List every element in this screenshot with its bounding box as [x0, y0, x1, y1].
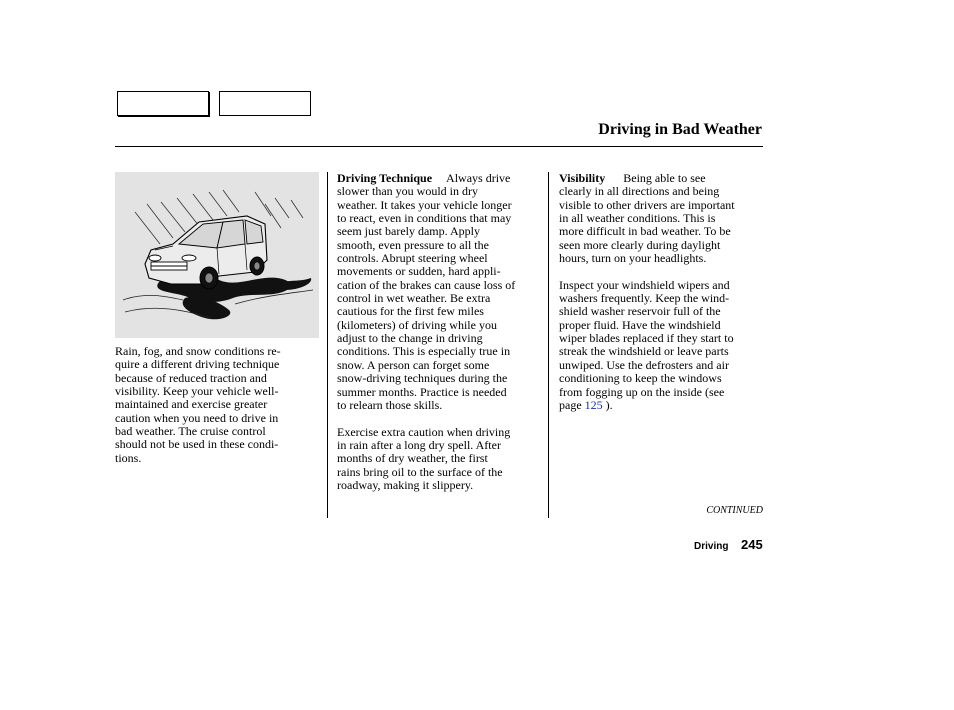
intro-line: Rain, fog, and snow conditions re-: [115, 344, 281, 358]
intro-line: caution when you need to drive in: [115, 410, 279, 425]
car-in-rain-illustration: [115, 172, 319, 338]
visibility-line: from fogging up on the inside (see: [559, 384, 725, 399]
visibility-line: Inspect your windshield wipers and: [559, 277, 730, 292]
column-divider: [327, 172, 328, 518]
page-125-link[interactable]: 125: [584, 397, 603, 412]
intro-line: maintained and exercise greater: [115, 397, 268, 412]
car-rain-drawing: [115, 172, 319, 338]
technique-line: smooth, even pressure to all the: [337, 237, 489, 252]
technique-line: slower than you would in dry: [337, 184, 478, 199]
technique-line: summer months. Practice is needed: [337, 384, 507, 399]
technique-line: in rain after a long dry spell. After: [337, 437, 501, 452]
technique-line: Exercise extra caution when driving: [337, 424, 511, 439]
visibility-line: unwiped. Use the defrosters and air: [559, 357, 729, 372]
visibility-page-prefix: page: [559, 397, 582, 412]
technique-line: movements or sudden, hard appli-: [337, 264, 501, 279]
technique-line: to relearn those skills.: [337, 397, 443, 412]
technique-line: roadway, making it slippery.: [337, 477, 474, 492]
intro-line: visibility. Keep your vehicle well-: [115, 384, 279, 399]
continued-label: CONTINUED: [706, 505, 763, 516]
nav-button-2[interactable]: [219, 91, 311, 116]
visibility-line: wiper blades replaced if they start to: [559, 331, 734, 346]
technique-line: conditions. This is especially true in: [337, 344, 511, 359]
technique-line: control in wet weather. Be extra: [337, 291, 491, 306]
technique-line: controls. Abrupt steering wheel: [337, 251, 488, 266]
page-title: Driving in Bad Weather: [598, 121, 762, 138]
title-rule: [115, 146, 763, 147]
technique-line: months of dry weather, the first: [337, 451, 488, 466]
intro-line: quire a different driving technique: [115, 357, 280, 372]
visibility-line: washers frequently. Keep the wind-: [559, 291, 730, 306]
visibility-line: proper fluid. Have the windshield: [559, 317, 721, 332]
technique-line: cation of the brakes can cause loss of: [337, 277, 516, 292]
intro-line: tions.: [115, 450, 142, 465]
intro-paragraph: [115, 345, 315, 465]
page-number: 245: [741, 537, 763, 552]
technique-line: cautious for the first few miles: [337, 304, 484, 319]
visibility-line: hours, turn on your headlights.: [559, 251, 707, 266]
visibility-line: conditioning to keep the windows: [559, 371, 722, 386]
technique-line: to react, even in conditions that may: [337, 211, 512, 226]
visibility-line: visible to other drivers are important: [559, 197, 735, 212]
driving-technique-section: [337, 172, 547, 492]
visibility-line: Being able to see: [623, 171, 706, 185]
intro-line: bad weather. The cruise control: [115, 424, 266, 439]
visibility-section: [559, 172, 769, 412]
visibility-page-suffix: ).: [605, 397, 613, 412]
technique-line: (kilometers) of driving while you: [337, 317, 497, 332]
footer-section-label: Driving: [694, 541, 729, 552]
technique-line: weather. It takes your vehicle longer: [337, 197, 512, 212]
driving-technique-heading: Driving Technique: [337, 171, 433, 185]
visibility-line: seen more clearly during daylight: [559, 237, 721, 252]
technique-line: adjust to the change in driving: [337, 331, 483, 346]
technique-line: Always drive: [446, 171, 511, 185]
visibility-line: clearly in all directions and being: [559, 184, 720, 199]
visibility-line: streak the windshield or leave parts: [559, 344, 729, 359]
technique-line: snow. A person can forget some: [337, 357, 490, 372]
visibility-line: more difficult in bad weather. To be: [559, 224, 731, 239]
visibility-heading: Visibility: [559, 171, 606, 185]
intro-line: should not be used in these condi-: [115, 437, 279, 452]
column-divider: [548, 172, 549, 518]
technique-line: snow-driving techniques during the: [337, 371, 508, 386]
visibility-line: in all weather conditions. This is: [559, 211, 716, 226]
technique-line: rains bring oil to the surface of the: [337, 464, 503, 479]
nav-button-1[interactable]: [117, 91, 209, 116]
visibility-line: shield washer reservoir full of the: [559, 304, 721, 319]
intro-line: because of reduced traction and: [115, 370, 267, 385]
technique-line: seem just barely damp. Apply: [337, 224, 480, 239]
